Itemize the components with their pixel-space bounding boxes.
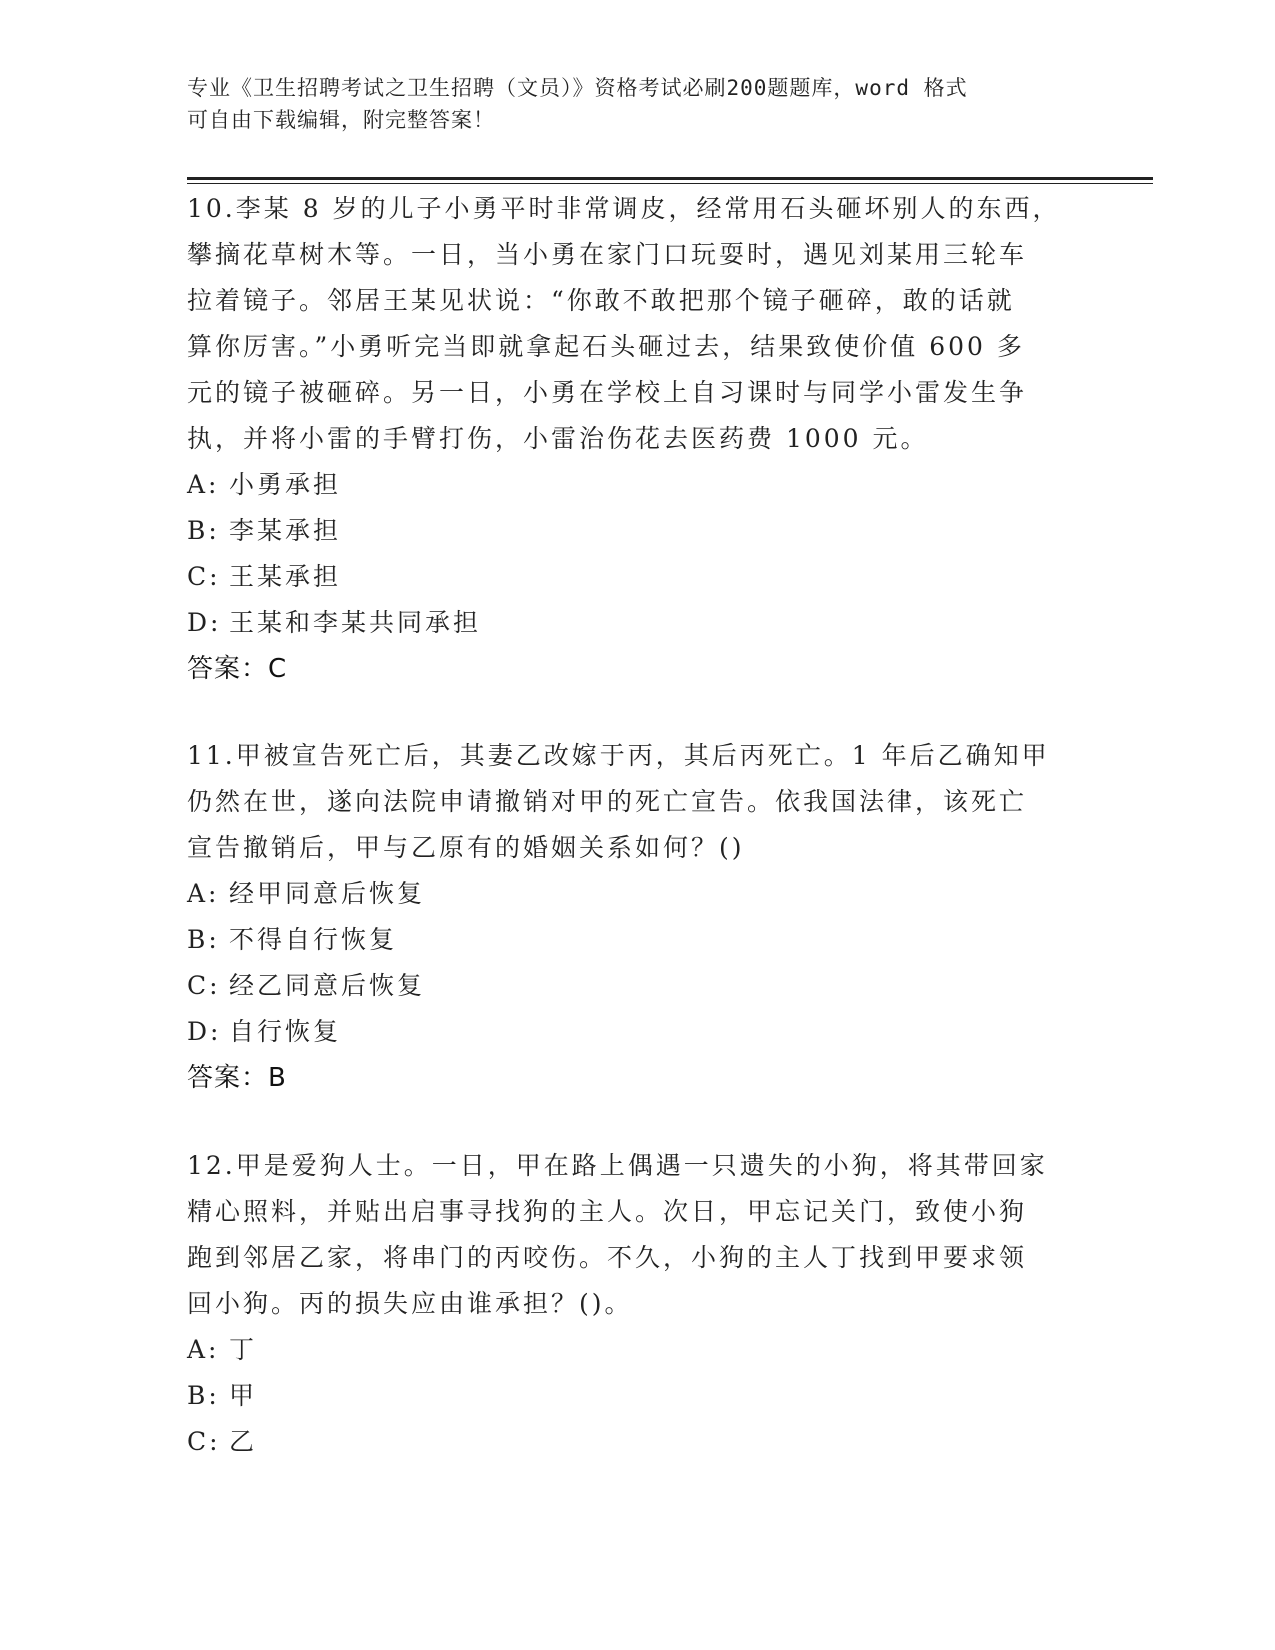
header-divider-thick bbox=[187, 177, 1153, 180]
question-text-line: 仍然在世，遂向法院申请撤销对甲的死亡宣告。依我国法律，该死亡 bbox=[187, 787, 1028, 816]
option-text: 王某承担 bbox=[229, 562, 342, 591]
option-text: 经甲同意后恢复 bbox=[229, 879, 426, 908]
question-text-line: 宣告撤销后，甲与乙原有的婚姻关系如何？() bbox=[187, 833, 745, 862]
option-text: 王某和李某共同承担 bbox=[229, 608, 482, 637]
question-text-line: 攀摘花草树木等。一日，当小勇在家门口玩耍时，遇见刘某用三轮车 bbox=[187, 240, 1028, 269]
question-text-line: 12.甲是爱狗人士。一日，甲在路上偶遇一只遗失的小狗，将其带回家 bbox=[187, 1151, 1048, 1180]
option-key: B: bbox=[187, 1381, 220, 1410]
option-b bbox=[187, 508, 1067, 554]
option-text: 甲 bbox=[229, 1381, 258, 1410]
option-key: B: bbox=[187, 925, 220, 954]
option-a bbox=[187, 1327, 1067, 1373]
option-text: 李某承担 bbox=[229, 516, 342, 545]
question-11 bbox=[187, 733, 1067, 1101]
option-c bbox=[187, 554, 1067, 600]
question-text-line: 精心照料，并贴出启事寻找狗的主人。次日，甲忘记关门，致使小狗 bbox=[187, 1197, 1028, 1226]
question-10 bbox=[187, 186, 1067, 692]
answer-line: 答案：B bbox=[187, 1063, 287, 1093]
option-text: 经乙同意后恢复 bbox=[229, 971, 426, 1000]
option-key: A: bbox=[187, 879, 220, 908]
document-header bbox=[187, 72, 1067, 136]
option-key: B: bbox=[187, 516, 220, 545]
option-text: 自行恢复 bbox=[229, 1017, 342, 1046]
option-text: 小勇承担 bbox=[229, 470, 342, 499]
question-text-line: 跑到邻居乙家，将串门的丙咬伤。不久，小狗的主人丁找到甲要求领 bbox=[187, 1243, 1028, 1272]
option-key: D: bbox=[187, 1017, 222, 1046]
question-text-line: 拉着镜子。邻居王某见状说：“你敢不敢把那个镜子砸碎，敢的话就 bbox=[187, 286, 1015, 315]
option-d bbox=[187, 1009, 1067, 1055]
option-key: A: bbox=[187, 1335, 220, 1364]
option-c bbox=[187, 1419, 1067, 1465]
option-d bbox=[187, 600, 1067, 646]
header-divider-thin bbox=[187, 183, 1153, 184]
question-text-line: 执，并将小雷的手臂打伤，小雷治伤花去医药费 1000 元。 bbox=[187, 424, 929, 453]
question-text-line: 元的镜子被砸碎。另一日，小勇在学校上自习课时与同学小雷发生争 bbox=[187, 378, 1028, 407]
option-text: 丁 bbox=[229, 1335, 258, 1364]
question-text-line: 回小狗。丙的损失应由谁承担？()。 bbox=[187, 1289, 633, 1318]
option-a bbox=[187, 871, 1067, 917]
option-c bbox=[187, 963, 1067, 1009]
option-key: D: bbox=[187, 608, 222, 637]
question-text-line: 10.李某 8 岁的儿子小勇平时非常调皮，经常用石头砸坏别人的东西， bbox=[187, 194, 1061, 223]
question-12 bbox=[187, 1143, 1067, 1465]
option-key: C: bbox=[187, 971, 221, 1000]
option-text: 乙 bbox=[229, 1427, 258, 1456]
option-key: C: bbox=[187, 562, 221, 591]
option-key: A: bbox=[187, 470, 220, 499]
option-text: 不得自行恢复 bbox=[229, 925, 398, 954]
option-key: C: bbox=[187, 1427, 221, 1456]
question-text-line: 11.甲被宣告死亡后，其妻乙改嫁于丙，其后丙死亡。1 年后乙确知甲 bbox=[187, 741, 1050, 770]
option-b bbox=[187, 917, 1067, 963]
header-line: 专业《卫生招聘考试之卫生招聘（文员）》资格考试必刷200题题库，word 格式 bbox=[187, 76, 968, 100]
answer-line: 答案：C bbox=[187, 654, 288, 684]
option-b bbox=[187, 1373, 1067, 1419]
header-line: 可自由下载编辑，附完整答案！ bbox=[187, 108, 495, 132]
option-a bbox=[187, 462, 1067, 508]
question-text-line: 算你厉害。”小勇听完当即就拿起石头砸过去，结果致使价值 600 多 bbox=[187, 332, 1025, 361]
